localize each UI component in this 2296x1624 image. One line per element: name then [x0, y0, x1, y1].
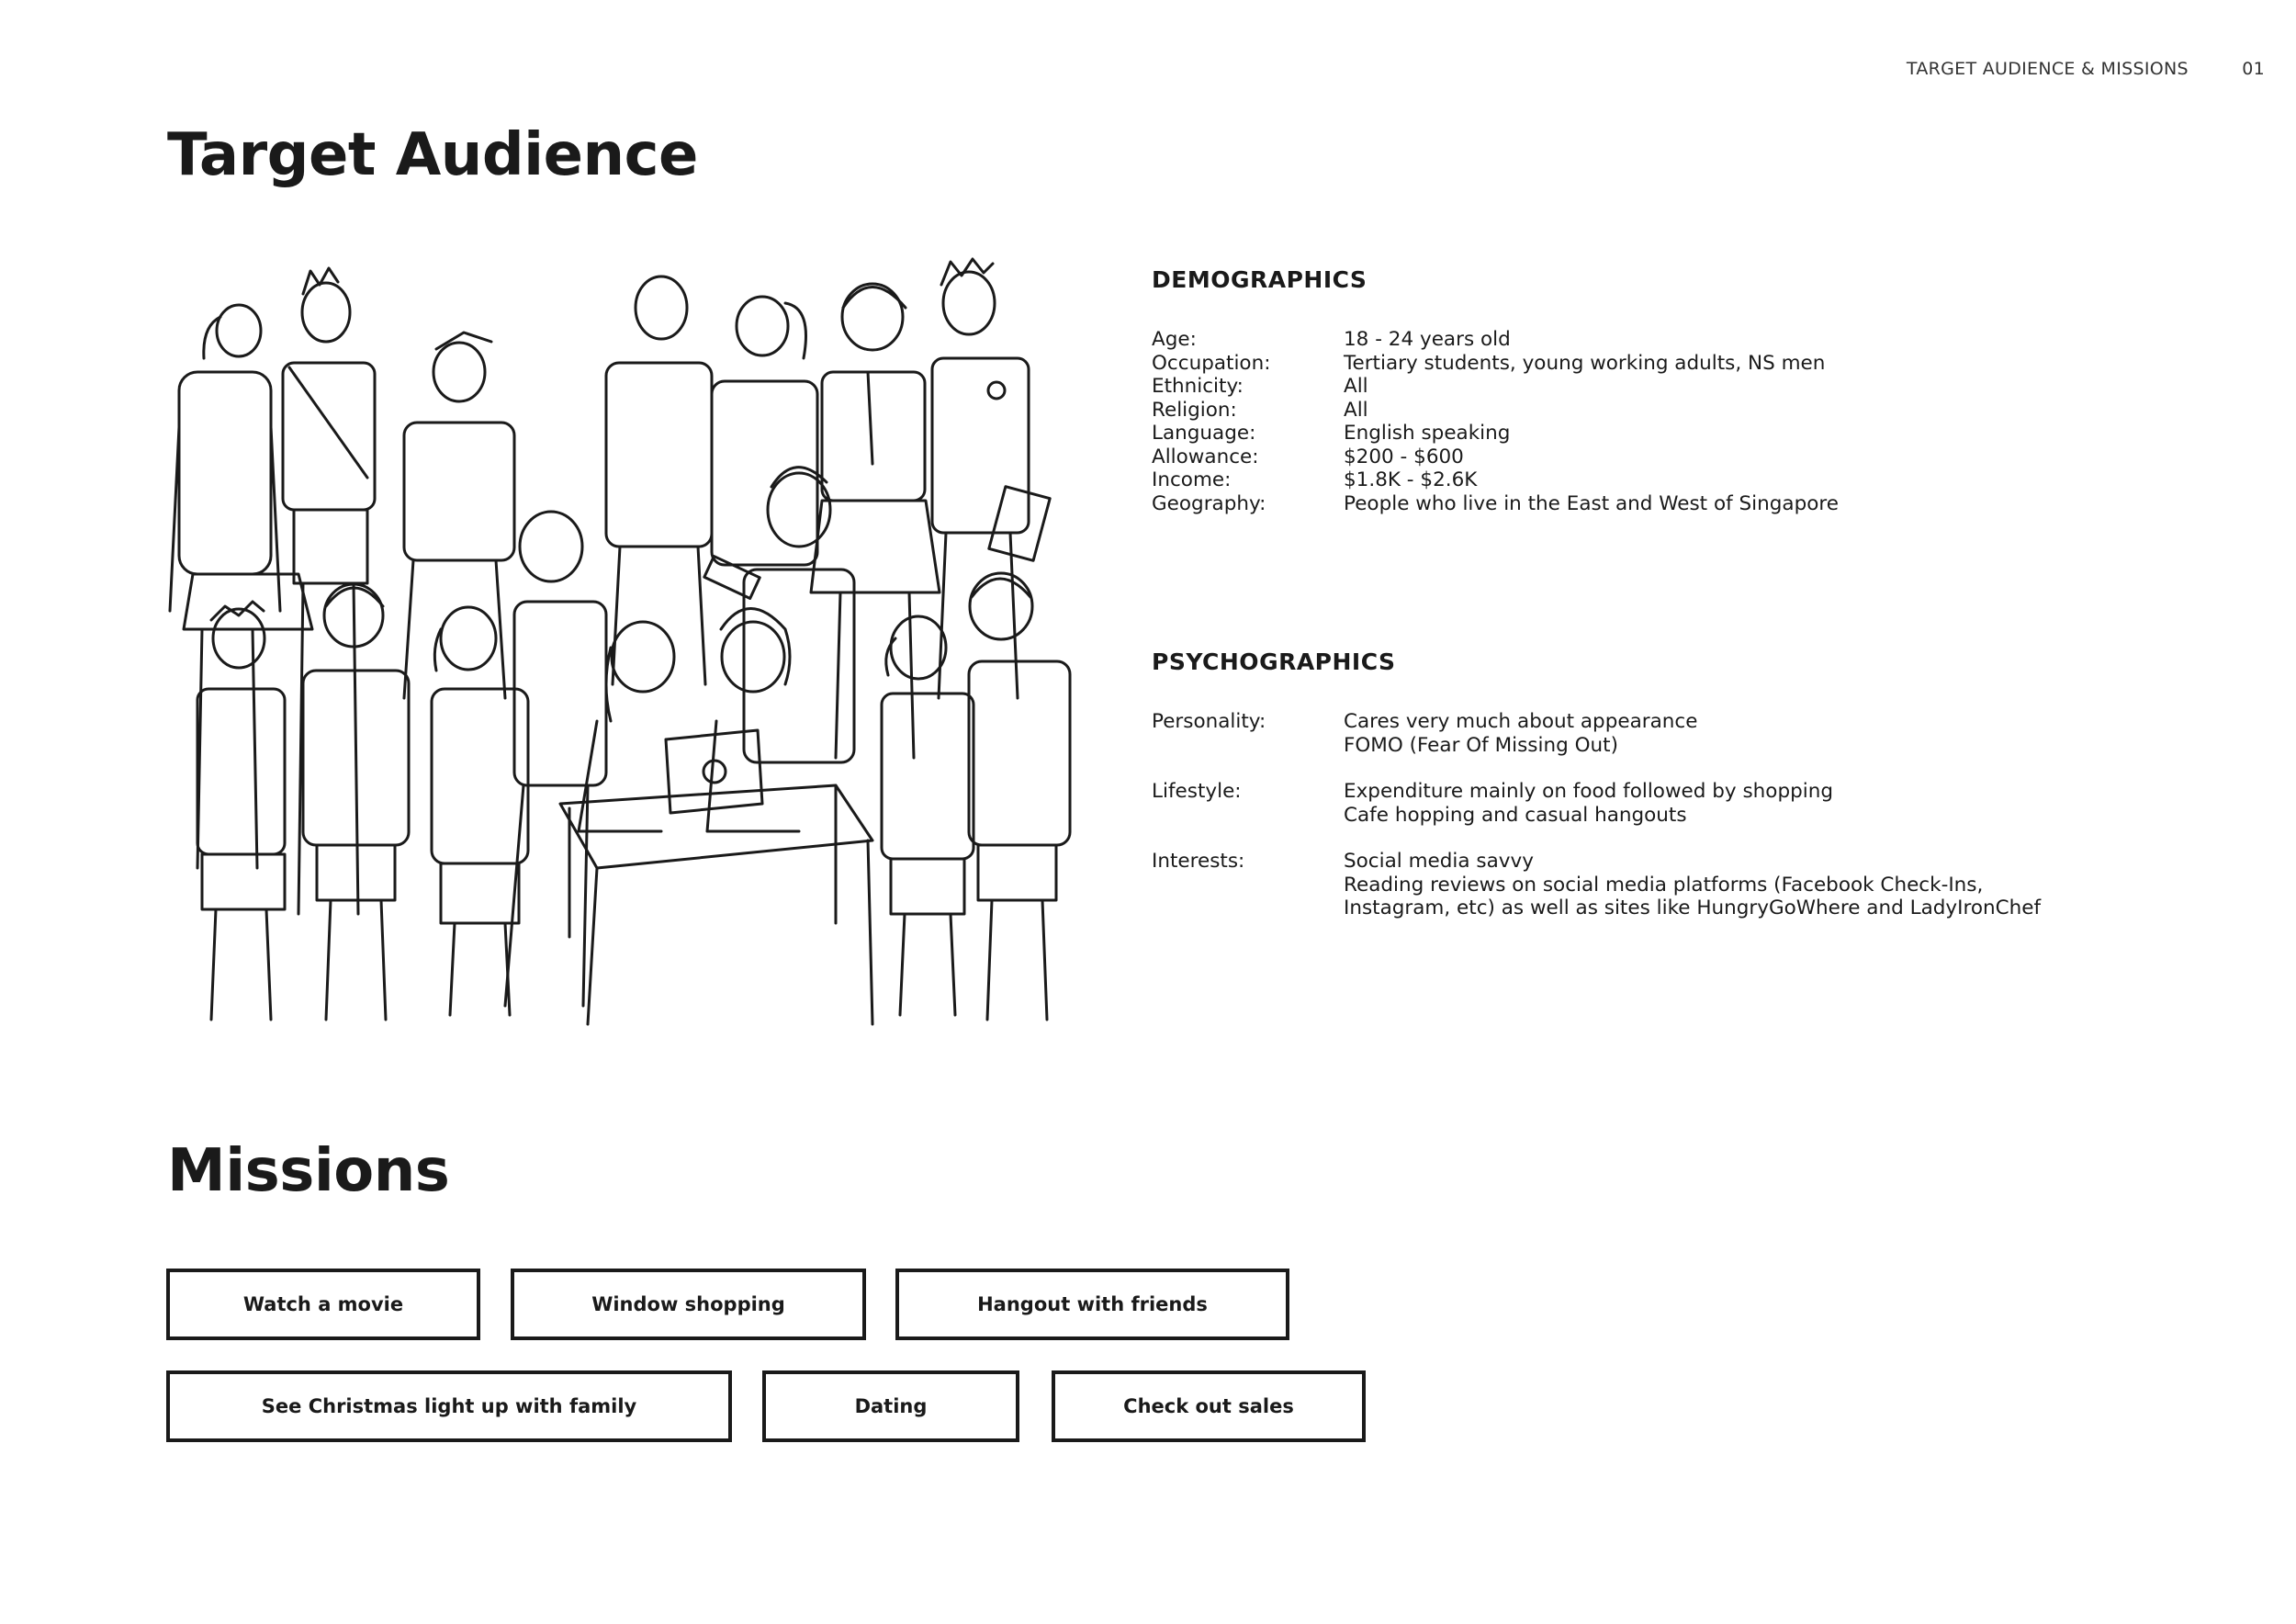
mission-hangout-friends: Hangout with friends [895, 1269, 1289, 1340]
demographics-value: $1.8K - $2.6K [1344, 468, 1478, 491]
audience-illustration [165, 243, 1084, 1052]
figure-boy-right [932, 259, 1050, 698]
demographics-row [1152, 399, 2235, 423]
demographics-value: All [1344, 375, 1368, 398]
figure-boy-3 [404, 333, 514, 698]
figure-girl-far-right [969, 573, 1070, 1020]
psychographics-value-line: Reading reviews on social media platforms (Facebook Check-Ins, [1344, 873, 1984, 897]
demographics-row [1152, 375, 2235, 399]
demographics-value: People who live in the East and West of Singapore [1344, 491, 1839, 515]
target-audience-title: Target Audience [167, 121, 698, 189]
psychographics-value-line: FOMO (Fear Of Missing Out) [1344, 733, 1618, 757]
demographics-heading: DEMOGRAPHICS [1152, 266, 1367, 293]
figure-girl-front-right [882, 616, 974, 1015]
psychographics-value [1344, 780, 2235, 827]
figure-boy-front-1 [197, 602, 285, 1020]
page-header [1907, 59, 2265, 79]
demographics-label: Income: [1152, 468, 1232, 491]
mission-check-sales: Check out sales [1052, 1370, 1366, 1442]
psychographics-value-line: Social media savvy [1344, 850, 1534, 873]
demographics-label: Ethnicity: [1152, 375, 1244, 398]
demographics-row [1152, 422, 2235, 445]
demographics-value: 18 - 24 years old [1344, 328, 1511, 351]
figure-boy-2 [283, 268, 375, 914]
psychographics-heading: PSYCHOGRAPHICS [1152, 648, 1396, 675]
demographics-label: Religion: [1152, 398, 1237, 422]
demographics-label: Language: [1152, 422, 1256, 445]
demographics-value: Tertiary students, young working adults, NS men [1344, 351, 1826, 375]
demographics-label: Age: [1152, 328, 1197, 351]
psychographics-value-line: Cafe hopping and casual hangouts [1344, 803, 1687, 827]
demographics-value: All [1344, 398, 1368, 422]
psychographics-row [1152, 780, 2235, 827]
demographics-label: Allowance: [1152, 445, 1259, 468]
psychographics-value-line: Cares very much about appearance [1344, 710, 1698, 733]
demographics-row [1152, 352, 2235, 376]
psychographics-value [1344, 850, 2235, 920]
demographics-row [1152, 468, 2235, 492]
page-number: 01 [2242, 59, 2265, 79]
mission-watch-movie: Watch a movie [166, 1269, 480, 1340]
figure-girl-seated-2 [707, 609, 799, 832]
mission-window-shopping: Window shopping [511, 1269, 866, 1340]
header-section-title: TARGET AUDIENCE & MISSIONS [1906, 59, 2189, 79]
demographics-row [1152, 492, 2235, 516]
demographics-value: $200 - $600 [1344, 445, 1464, 468]
psychographics-row [1152, 710, 2235, 757]
psychographics-value-line: Instagram, etc) as well as sites like HungryGoWhere and LadyIronChef [1344, 897, 2042, 919]
figure-boy-standing-mid [704, 468, 854, 762]
demographics-label: Geography: [1152, 491, 1266, 515]
demographics-row [1152, 445, 2235, 469]
figure-girl-back [712, 297, 817, 565]
demographics-list [1152, 328, 2235, 515]
demographics-label: Occupation: [1152, 351, 1271, 375]
table [560, 785, 872, 1024]
psychographics-label: Interests: [1152, 850, 1245, 873]
psychographics-value [1344, 710, 2235, 757]
psychographics-value-line: Expenditure mainly on food followed by shopping [1344, 780, 1833, 803]
psychographics-label: Personality: [1152, 710, 1266, 733]
psychographics-label: Lifestyle: [1152, 780, 1242, 803]
psychographics-row [1152, 850, 2235, 920]
figure-girl-left [170, 305, 312, 868]
missions-title: Missions [167, 1137, 450, 1205]
psychographics-list [1152, 710, 2235, 943]
demographics-row [1152, 328, 2235, 352]
mission-christmas-family: See Christmas light up with family [166, 1370, 732, 1442]
mission-dating: Dating [762, 1370, 1019, 1442]
demographics-value: English speaking [1344, 422, 1511, 445]
figure-boy-back-1 [606, 276, 712, 684]
